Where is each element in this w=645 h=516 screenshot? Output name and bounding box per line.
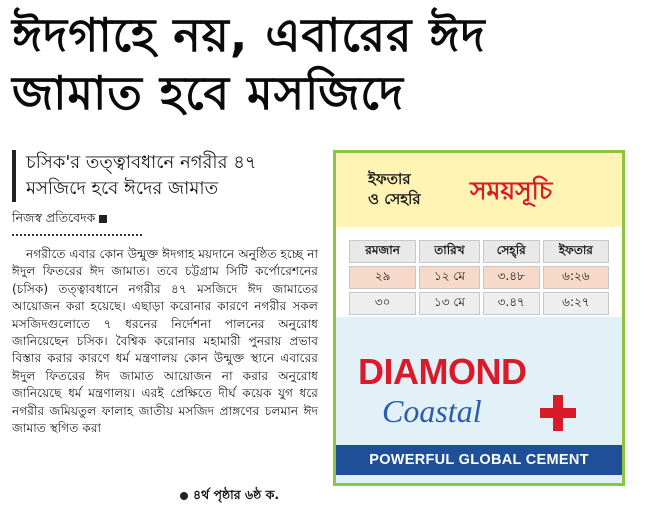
ad-header-left: [368, 169, 421, 209]
headline-line-2: জামাত হবে মসজিদে: [12, 66, 405, 120]
ad-schedule-header: [336, 153, 622, 227]
cell-iftar: ৬:২৭: [543, 292, 609, 315]
bullet-dot-icon: [180, 492, 188, 500]
ad-brand-panel: [336, 317, 622, 483]
brand-tagline: POWERFUL GLOBAL CEMENT: [336, 445, 622, 475]
header-sehri: সেহ্‌রি: [483, 240, 540, 263]
table-row: [349, 292, 609, 315]
header-ramadan: রমজান: [349, 240, 416, 263]
ad-title-schedule: সময়সূচি: [470, 176, 553, 205]
subheadline: [12, 150, 312, 202]
cell-sehri: ৩.৪৮: [483, 266, 540, 289]
schedule-table: [346, 237, 612, 318]
continuation-note: [180, 487, 279, 507]
headline: [12, 6, 637, 122]
brand-name-diamond: DIAMOND: [358, 351, 527, 392]
cell-ramadan: ২৯: [349, 266, 416, 289]
square-bullet-icon: [99, 215, 107, 223]
header-date: তারিখ: [419, 240, 479, 263]
headline-line-1: ঈদগাহে নয়, এবারের ঈদ: [12, 8, 486, 62]
plus-logo-icon: [540, 395, 576, 431]
cell-date: ১২ মে: [419, 266, 479, 289]
cell-date: ১৩ মে: [419, 292, 479, 315]
subheadline-line-1: চসিক'র তত্ত্বাবধানে নগরীর ৪৭: [26, 152, 257, 173]
article-body: [12, 246, 318, 437]
cell-iftar: ৬:২৬: [543, 266, 609, 289]
table-row: [349, 266, 609, 289]
ad-title-iftar: ইফতার: [368, 170, 411, 188]
dotted-divider: [12, 234, 142, 236]
cell-ramadan: ৩০: [349, 292, 416, 315]
header-iftar: ইফতার: [543, 240, 609, 263]
brand-name-coastal: Coastal: [382, 393, 482, 429]
article-paragraph: নগরীতে এবার কোন উন্মুক্ত ঈদগাহ ময়দানে অনুষ্ঠিত হচ্ছে না ঈদুল ফিতরের ঈদ জামাত। তবে চট্টগ্রাম সিটি কর্পোরেশনের (চসিক) তত্ত্বাবধানে নগরীর ৪৭ মসজিদে ঈদ জামাতের আয়োজন করা হয়েছে। এছাড়া করোনার কারণে নগরীর সকল মসজিদগুলোতে ৭ ধরনের নির্দেশনা পালনের অনুরোধ জানিয়েছেন চসিক। বৈশ্বিক করোনার মহামারী পুনরায় প্রভাব বিস্তার করার কারণে ধর্ম মন্ত্রণালয় কোন উন্মুক্ত স্থানে এবারের ঈদুল ফিতরের ঈদ জামাত আয়োজন না করার অনুরোধ জানিয়েছে ধর্ম মন্ত্রণালয়। এরই প্রেক্ষিতে দীর্ঘ কয়েক যুগ ধরে নগরীর জমিয়তুল ফালাহ জাতীয় মসজিদ প্রাঙ্গণের চলমান ঈদ জামাত স্থগিত করা: [12, 247, 318, 436]
cell-sehri: ৩.৪৭: [483, 292, 540, 315]
schedule-table-header-row: [349, 240, 609, 263]
ad-title-sehri: ও সেহরি: [368, 190, 421, 208]
byline-text: নিজস্ব প্রতিবেদক: [12, 210, 96, 225]
subheadline-line-2: মসজিদে হবে ঈদের জামাত: [26, 178, 219, 199]
advertisement: [333, 150, 625, 486]
byline: [12, 210, 107, 230]
continuation-text: ৪র্থ পৃষ্ঠার ৬ষ্ঠ ক.: [193, 487, 280, 502]
